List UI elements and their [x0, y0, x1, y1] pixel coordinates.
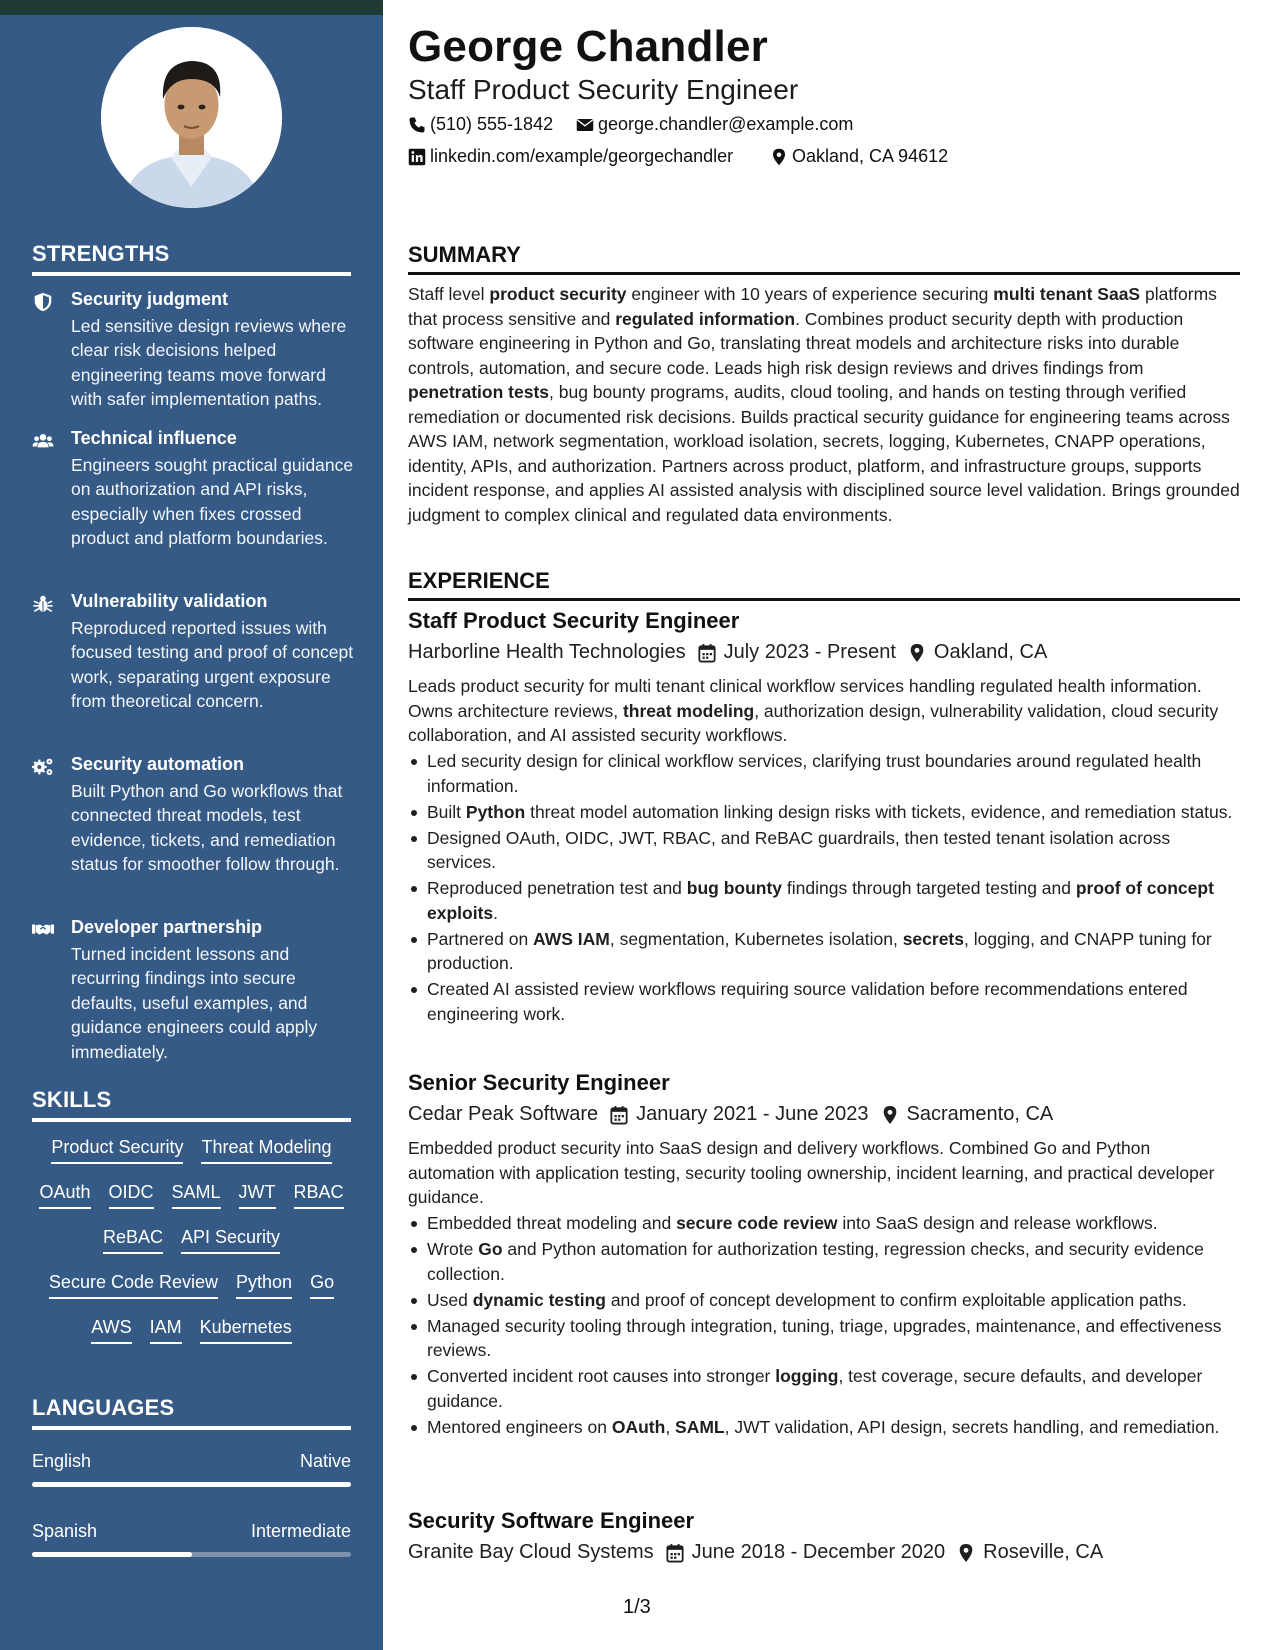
bullet-item: Designed OAuth, OIDC, JWT, RBAC, and ReBAC guardrails, then tested tenant isolation across services.: [408, 826, 1240, 875]
skill-tag: Product Security: [51, 1137, 183, 1164]
bullet-item: Built Python threat model automation linking design risks with tickets, evidence, and remediation status.: [408, 800, 1240, 825]
bold-text: OAuth: [611, 1416, 666, 1437]
skill-tag: Go: [310, 1272, 334, 1299]
skill-tag: Kubernetes: [200, 1317, 292, 1344]
job-dates: June 2018 - December 2020: [691, 1541, 946, 1563]
job-location: Oakland, CA: [933, 641, 1048, 663]
bullet-item: Mentored engineers on OAuth, SAML, JWT validation, API design, secrets handling, and remediation.: [408, 1415, 1240, 1440]
map-pin-icon: [881, 1105, 899, 1125]
language-name: Spanish: [32, 1521, 98, 1541]
skill-tag: ReBAC: [103, 1227, 163, 1254]
job-title: Security Software Engineer: [408, 1508, 695, 1533]
skill-tag: IAM: [150, 1317, 182, 1344]
languages-rule: [32, 1426, 351, 1430]
strength-title: Security automation: [71, 754, 245, 774]
language-bar-fill: [32, 1552, 192, 1557]
main-content: [408, 0, 1240, 1650]
bullet-item: Reproduced penetration test and bug bounty findings through targeted testing and proof of concept exploits.: [408, 876, 1240, 925]
skills-rule: [32, 1118, 351, 1122]
strength-description: Led sensitive design reviews where clear risk decisions helped engineering teams move forward with safer implementation paths.: [71, 316, 347, 410]
strength-description: Engineers sought practical guidance on authorization and API risks, especially when fixes crossed product and platform boundaries.: [71, 455, 354, 549]
bold-text: threat modeling: [622, 700, 755, 721]
bullet-item: Managed security tooling through integration, tuning, triage, upgrades, maintenance, and effectiveness reviews.: [408, 1314, 1240, 1363]
bold-text: secure code review: [676, 1213, 838, 1233]
phone-icon: [408, 116, 426, 134]
experience-heading: EXPERIENCE: [408, 568, 550, 593]
users-icon: [32, 430, 54, 452]
job-meta: [408, 641, 1047, 664]
email-text: george.chandler@example.com: [598, 114, 854, 134]
bold-text: penetration tests: [408, 382, 549, 402]
language-level: Native: [299, 1451, 351, 1471]
skills-row: [32, 1272, 351, 1299]
bold-text: regulated information: [615, 308, 796, 329]
skill-tag: Threat Modeling: [201, 1137, 331, 1164]
calendar-icon: [666, 1543, 684, 1563]
job-summary: Leads product security for multi tenant clinical workflow services handling regulated health information. Owns architecture reviews, threat modeling, authorization design, vulnerability validation, cloud security collaboration, and AI assisted security workflows.: [408, 676, 1219, 745]
skill-tag: API Security: [181, 1227, 280, 1254]
map-pin-icon: [957, 1543, 975, 1563]
bullet-item: Converted incident root causes into stronger logging, test coverage, secure defaults, and developer guidance.: [408, 1364, 1240, 1413]
skill-tag: Python: [236, 1272, 292, 1299]
summary-text: Staff level product security engineer with 10 years of experience securing multi tenant SaaS platforms that process sensitive and regulated information. Combines product security depth with production software engineering in Python and Go, translating threat models and architecture risks into durable controls, automation, and secure code. Leads high risk design reviews and drives findings from penetration tests, bug bounty programs, audits, cloud tooling, and hands on testing through verified remediation or documented risk decisions. Builds practical security guidance for engineering teams across AWS IAM, network segmentation, workload isolation, secrets, logging, Kubernetes, CNAPP operations, identity, APIs, and authorization. Partners across product, platform, and infrastructure groups, supports incident response, and applies AI assisted analysis with disciplined source level validation. Brings grounded judgment to complex clinical and regulated data environments.: [408, 284, 1240, 525]
handshake-icon: [32, 919, 54, 941]
experience-rule: [408, 598, 1240, 601]
languages-heading: LANGUAGES: [32, 1395, 175, 1420]
company-name: Harborline Health Technologies: [408, 641, 686, 663]
bullet-item: Created AI assisted review workflows requiring source validation before recommendations entered engineering work.: [408, 977, 1240, 1026]
skills-row: [32, 1317, 351, 1344]
bullet-item: Embedded threat modeling and secure code review into SaaS design and release workflows.: [408, 1211, 1240, 1236]
linkedin-text: linkedin.com/example/georgechandler: [430, 146, 734, 166]
skill-tag: OAuth: [39, 1182, 90, 1209]
job-meta: [408, 1103, 1053, 1126]
job-bullets: [408, 749, 1240, 1028]
skills-row: [32, 1137, 351, 1164]
phone-contact[interactable]: [408, 114, 553, 135]
strength-title: Technical influence: [71, 428, 237, 448]
language-bar: [32, 1552, 351, 1557]
skill-tag: JWT: [239, 1182, 276, 1209]
bullet-item: Wrote Go and Python automation for authorization testing, regression checks, and security evidence collection.: [408, 1237, 1240, 1286]
strengths-rule: [32, 272, 351, 276]
envelope-icon: [576, 116, 594, 134]
skill-tag: Secure Code Review: [49, 1272, 218, 1299]
skills-heading: SKILLS: [32, 1087, 112, 1112]
company-name: Cedar Peak Software: [408, 1103, 599, 1125]
bold-text: SAML: [675, 1416, 725, 1437]
linkedin-icon: [408, 148, 426, 166]
language-row: [32, 1521, 351, 1542]
gears-icon: [32, 756, 54, 778]
bullet-item: Used dynamic testing and proof of concept development to confirm exploitable application paths.: [408, 1288, 1240, 1313]
strength-description: Built Python and Go workflows that connected threat models, test evidence, tickets, and remediation status for smoother follow through.: [71, 781, 343, 875]
bold-text: secrets: [902, 928, 964, 949]
linkedin-contact[interactable]: [408, 146, 733, 167]
language-bar-fill: [32, 1482, 351, 1487]
strengths-heading: STRENGTHS: [32, 241, 170, 266]
bold-text: bug bounty: [686, 878, 783, 898]
job-bullets: [408, 1211, 1240, 1441]
skills-row: [32, 1182, 351, 1209]
job-dates: January 2021 - June 2023: [636, 1103, 869, 1125]
bold-text: product security: [489, 284, 627, 304]
language-level: Intermediate: [250, 1521, 351, 1541]
candidate-name: George Chandler: [408, 22, 768, 71]
job-meta: [408, 1541, 1103, 1564]
job-title: Senior Security Engineer: [408, 1070, 670, 1095]
bold-text: logging: [775, 1366, 839, 1386]
job-title: Staff Product Security Engineer: [408, 608, 740, 633]
location-contact: [770, 146, 948, 167]
bold-text: proof of concept exploits: [427, 878, 1214, 923]
sidebar-top-band: [0, 0, 383, 15]
map-pin-icon: [770, 148, 788, 166]
bullet-item: Partnered on AWS IAM, segmentation, Kubernetes isolation, secrets, logging, and CNAPP tuning for production.: [408, 927, 1240, 976]
bold-text: multi tenant SaaS: [993, 284, 1141, 304]
language-name: English: [32, 1451, 92, 1471]
bug-icon: [32, 593, 54, 615]
strength-title: Security judgment: [71, 289, 229, 309]
bold-text: Go: [478, 1239, 503, 1259]
strength-title: Developer partnership: [71, 917, 263, 937]
company-name: Granite Bay Cloud Systems: [408, 1541, 654, 1563]
email-contact[interactable]: [576, 114, 853, 135]
calendar-icon: [610, 1105, 628, 1125]
job-summary: Embedded product security into SaaS design and delivery workflows. Combined Go and Python automation with application testing, security tooling ownership, incident learning, and practical developer guidance.: [408, 1138, 1215, 1207]
summary-rule: [408, 272, 1240, 275]
map-pin-icon: [908, 643, 926, 663]
skills-row: [32, 1227, 351, 1254]
bold-text: Python: [465, 801, 526, 822]
job-dates: July 2023 - Present: [723, 641, 896, 663]
sidebar: [0, 0, 383, 1650]
page-number: 1/3: [623, 1596, 651, 1618]
bullet-item: Led security design for clinical workflow services, clarifying trust boundaries around regulated health information.: [408, 749, 1240, 798]
summary-heading: SUMMARY: [408, 242, 521, 267]
phone-text: (510) 555-1842: [430, 114, 554, 134]
language-row: [32, 1451, 351, 1472]
job-location: Roseville, CA: [983, 1541, 1104, 1563]
skill-tag: SAML: [172, 1182, 221, 1209]
profile-photo: [101, 27, 282, 208]
skill-tag: RBAC: [294, 1182, 344, 1209]
strength-description: Reproduced reported issues with focused testing and proof of concept work, separating urgent exposure from theoretical concern.: [71, 618, 354, 712]
location-text: Oakland, CA 94612: [792, 146, 949, 166]
strength-description: Turned incident lessons and recurring findings into secure defaults, useful examples, and guidance engineers could apply immediately.: [71, 944, 318, 1062]
skill-tag: OIDC: [109, 1182, 154, 1209]
shield-icon: [32, 291, 54, 313]
job-location: Sacramento, CA: [906, 1103, 1054, 1125]
strength-title: Vulnerability validation: [71, 591, 268, 611]
calendar-icon: [698, 643, 716, 663]
candidate-title: Staff Product Security Engineer: [408, 74, 799, 105]
language-bar: [32, 1482, 351, 1487]
skill-tag: AWS: [91, 1317, 131, 1344]
bold-text: dynamic testing: [472, 1289, 606, 1310]
bold-text: AWS IAM: [533, 928, 610, 949]
